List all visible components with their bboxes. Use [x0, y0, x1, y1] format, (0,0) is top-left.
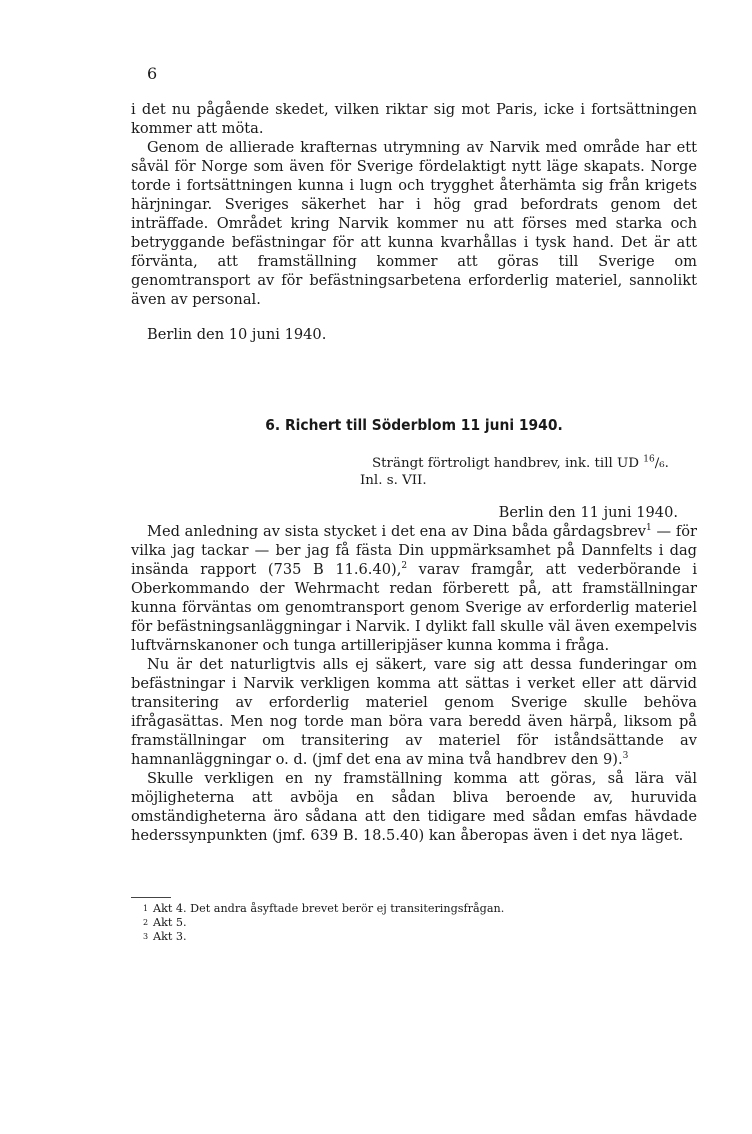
- footnote-number: 3: [143, 932, 149, 941]
- footnote-ref: 1: [645, 523, 652, 534]
- paragraph: i det nu pågående skedet, vilken riktar sig mot Paris, icke i fortsättningen kommer att möta.: [131, 101, 697, 137]
- text-run: Med anledning av sista stycket i det ena av Dina båda gårdagsbrev: [147, 523, 646, 540]
- page-number: 6: [147, 64, 158, 83]
- footnote-divider: [131, 897, 171, 898]
- dateline: Berlin den 10 juni 1940.: [147, 326, 327, 343]
- text-run: — för vilka jag tackar — ber jag få fästa Din uppmärksamhet på Dannfelts i dag insända rapport (735 B 11.6.40),: [131, 523, 697, 578]
- previous-section: [131, 100, 697, 309]
- paragraph: Genom de allierade krafternas utrymning av Narvik med område har ett såväl för Norge som även för Sverige fördelaktigt nytt läge skapats. Norge torde i fortsättningen kunna i lugn och trygghet återhämta sig från krigets härjningar. Sveriges säkerhet har i hög grad befordrats genom det inträffade. Området kring Narvik kommer nu att förses med starka och betryggande befästningar för att kunna kvarhållas i tysk hand. Det är att förvänta, att framställning kommer att göras till Sverige om genomtransport av för befästningsarbetena erforderlig materiel, sannolikt även av personal.: [131, 139, 697, 308]
- footnote-number: 2: [143, 918, 149, 927]
- document-heading: 6. Richert till Söderblom 11 juni 1940.: [265, 416, 563, 434]
- footnote-text: Akt 3.: [153, 930, 187, 943]
- letter-date: Berlin den 11 juni 1940.: [498, 504, 678, 521]
- paragraph: [131, 655, 697, 769]
- letter-body: [131, 522, 697, 845]
- footnote-ref: 3: [622, 751, 629, 762]
- source-sup: 16: [643, 454, 655, 465]
- source-text: Strängt förtroligt handbrev, ink. till UD: [372, 456, 644, 471]
- footnote-ref: 2: [401, 561, 408, 572]
- text-run: varav framgår, att vederbörande i Oberkommando der Wehrmacht redan förberett på, att framställningar kunna förväntas om genomtransport genom Sverige av erforderlig materiel för befästningsanläggningar i Narvik. I dylikt fall skulle väl även exempelvis luftvärnskanoner och tunga artilleripjäser kunna komma i fråga.: [131, 561, 697, 654]
- paragraph: [131, 522, 697, 655]
- source-text: /₆.: [654, 456, 669, 471]
- paragraph: Skulle verkligen en ny framställning komma att göras, så lära väl möjligheterna att avböja en sådan bliva beroende av, huruvida omständigheterna äro sådana att den tidigare med sådan emfas hävdade hederssynpunkten (jmf. 639 B. 18.5.40) kan åberopas även i det nya läget.: [131, 770, 697, 844]
- text-run: Nu är det naturligtvis alls ej säkert, vare sig att dessa funderingar om befästningar i Narvik verkligen komma att sättas i verket eller att därvid transitering av erforderlig materiel genom Sverige skulle behöva ifrågasättas. Men nog torde man böra vara beredd även härpå, liksom på framställningar om transitering av materiel för iståndsättande av hamnanläggningar o. d. (jmf det ena av mina två handbrev den 9).: [131, 656, 697, 768]
- footnote-text: Akt 4. Det andra åsyftade brevet berör ej transiteringsfrågan.: [153, 902, 505, 915]
- footnote-number: 1: [143, 904, 149, 913]
- source-line: [372, 455, 669, 472]
- source-line: Inl. s. VII.: [360, 473, 427, 488]
- footnote-text: Akt 5.: [153, 916, 187, 929]
- footnotes: [143, 902, 504, 944]
- footnote: [143, 930, 504, 944]
- source-note: [360, 454, 669, 489]
- footnote: [143, 916, 504, 930]
- footnote: [143, 902, 504, 916]
